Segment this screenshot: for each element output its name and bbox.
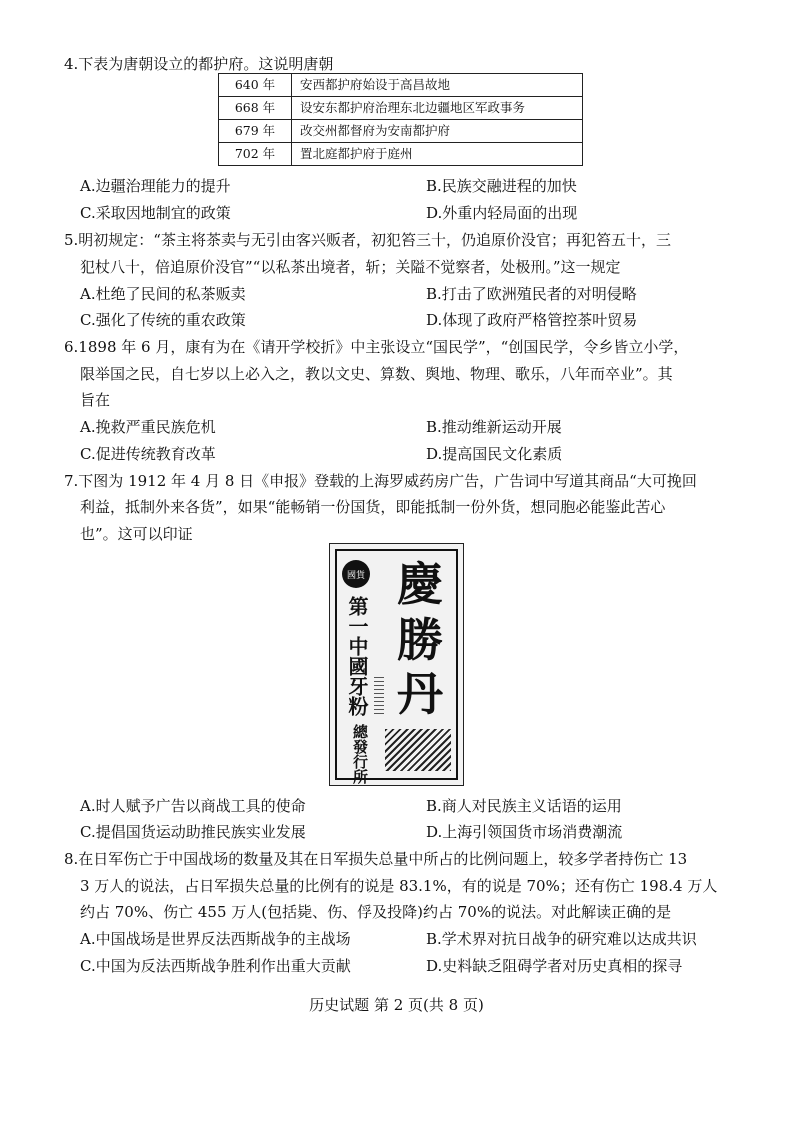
q4-table (218, 73, 583, 166)
q7-option-d: D.上海引领国货市场消费潮流 (426, 823, 623, 841)
q6-stem-line: 限举国之民，自七岁以上必入之，教以文史、算数、舆地、物理、歌乐，八年而卒业”。其 (80, 365, 673, 383)
table-text: 置北庭都护府于庭州 (292, 143, 583, 166)
newspaper-advertisement-image (329, 543, 464, 786)
page-footer: 历史试题 第 2 页(共 8 页) (309, 996, 484, 1014)
ad-fine-print (374, 674, 384, 714)
q8-stem-line: 3 万人的说法，占日军损失总量的比例有的说是 83.1%，有的说是 70%；还有伤亡 198.4 万人 (80, 877, 718, 895)
table-text: 安西都护府始设于高昌故地 (292, 74, 583, 97)
q6-option-d: D.提高国民文化素质 (426, 445, 563, 463)
q4-option-a: A.边疆治理能力的提升 (80, 177, 231, 195)
q6-stem-line: 旨在 (80, 391, 111, 409)
table-text: 改交州都督府为安南都护府 (292, 120, 583, 143)
table-year: 640 年 (219, 74, 292, 97)
q4-option-c: C.采取因地制宜的政策 (80, 204, 231, 222)
q4-option-b: B.民族交融进程的加快 (426, 177, 577, 195)
ad-vertical-text: 第一中國牙粉 (345, 596, 369, 716)
q7-stem-line: 利益，抵制外来各货”，如果“能畅销一份国货，即能抵制一份外货，想同胞必能鉴此苦心 (80, 498, 666, 516)
q5-stem-line: 5.明初规定：“茶主将茶卖与无引由客兴贩者，初犯笞三十，仍追原价没官；再犯笞五十，三 (64, 231, 671, 249)
table-row (219, 120, 583, 143)
q4-stem: 4.下表为唐朝设立的都护府。这说明唐朝 (64, 55, 334, 73)
ad-vertical-text: 總發行所 (351, 724, 369, 784)
q6-option-c: C.促进传统教育改革 (80, 445, 216, 463)
q7-stem-line: 也”。这可以印证 (80, 525, 193, 543)
table-year: 702 年 (219, 143, 292, 166)
q8-option-a: A.中国战场是世界反法西斯战争的主战场 (80, 930, 351, 948)
table-row (219, 97, 583, 120)
q7-option-b: B.商人对民族主义话语的运用 (426, 797, 622, 815)
q7-option-a: A.时人赋予广告以商战工具的使命 (80, 797, 306, 815)
table-row (219, 143, 583, 166)
q7-option-c: C.提倡国货运动助推民族实业发展 (80, 823, 306, 841)
q8-option-b: B.学术界对抗日战争的研究难以达成共识 (426, 930, 697, 948)
ad-brand-char: 勝 (397, 613, 443, 667)
q7-stem-line: 7.下图为 1912 年 4 月 8 日《申报》登载的上海罗威药房广告，广告词中写道其商品“大可挽回 (64, 472, 697, 490)
q6-stem-line: 6.1898 年 6 月，康有为在《请开学校折》中主张设立“国民学”，“创国民学，令乡皆立小学， (64, 338, 689, 356)
q5-stem-line: 犯杖八十，倍追原价没官”“以私茶出境者，斩；关隘不觉察者，处极刑。”这一规定 (80, 258, 621, 276)
q5-option-c: C.强化了传统的重农政策 (80, 311, 246, 329)
q8-stem-line: 8.在日军伤亡于中国战场的数量及其在日军损失总量中所占的比例问题上，较多学者持伤亡 13 (64, 850, 688, 868)
q8-option-d: D.史料缺乏阻碍学者对历史真相的探寻 (426, 957, 683, 975)
q8-option-c: C.中国为反法西斯战争胜利作出重大贡献 (80, 957, 351, 975)
q5-option-a: A.杜绝了民间的私茶贩卖 (80, 285, 246, 303)
q8-stem-line: 约占 70%、伤亡 455 万人(包括毙、伤、俘及投降)约占 70%的说法。对此解读正确的是 (80, 903, 672, 921)
q5-option-d: D.体现了政府严格管控茶叶贸易 (426, 311, 638, 329)
ad-brand-char: 丹 (397, 667, 443, 721)
table-row (219, 74, 583, 97)
q5-option-b: B.打击了欧洲殖民者的对明侵略 (426, 285, 637, 303)
q6-option-a: A.挽救严重民族危机 (80, 418, 216, 436)
table-year: 668 年 (219, 97, 292, 120)
ad-seal: 國貨 (342, 560, 370, 588)
table-text: 设安东都护府治理东北边疆地区军政事务 (292, 97, 583, 120)
q4-option-d: D.外重内轻局面的出现 (426, 204, 578, 222)
ad-decorative-block (385, 729, 451, 771)
ad-brand-char: 慶 (397, 557, 443, 611)
table-year: 679 年 (219, 120, 292, 143)
q6-option-b: B.推动维新运动开展 (426, 418, 562, 436)
